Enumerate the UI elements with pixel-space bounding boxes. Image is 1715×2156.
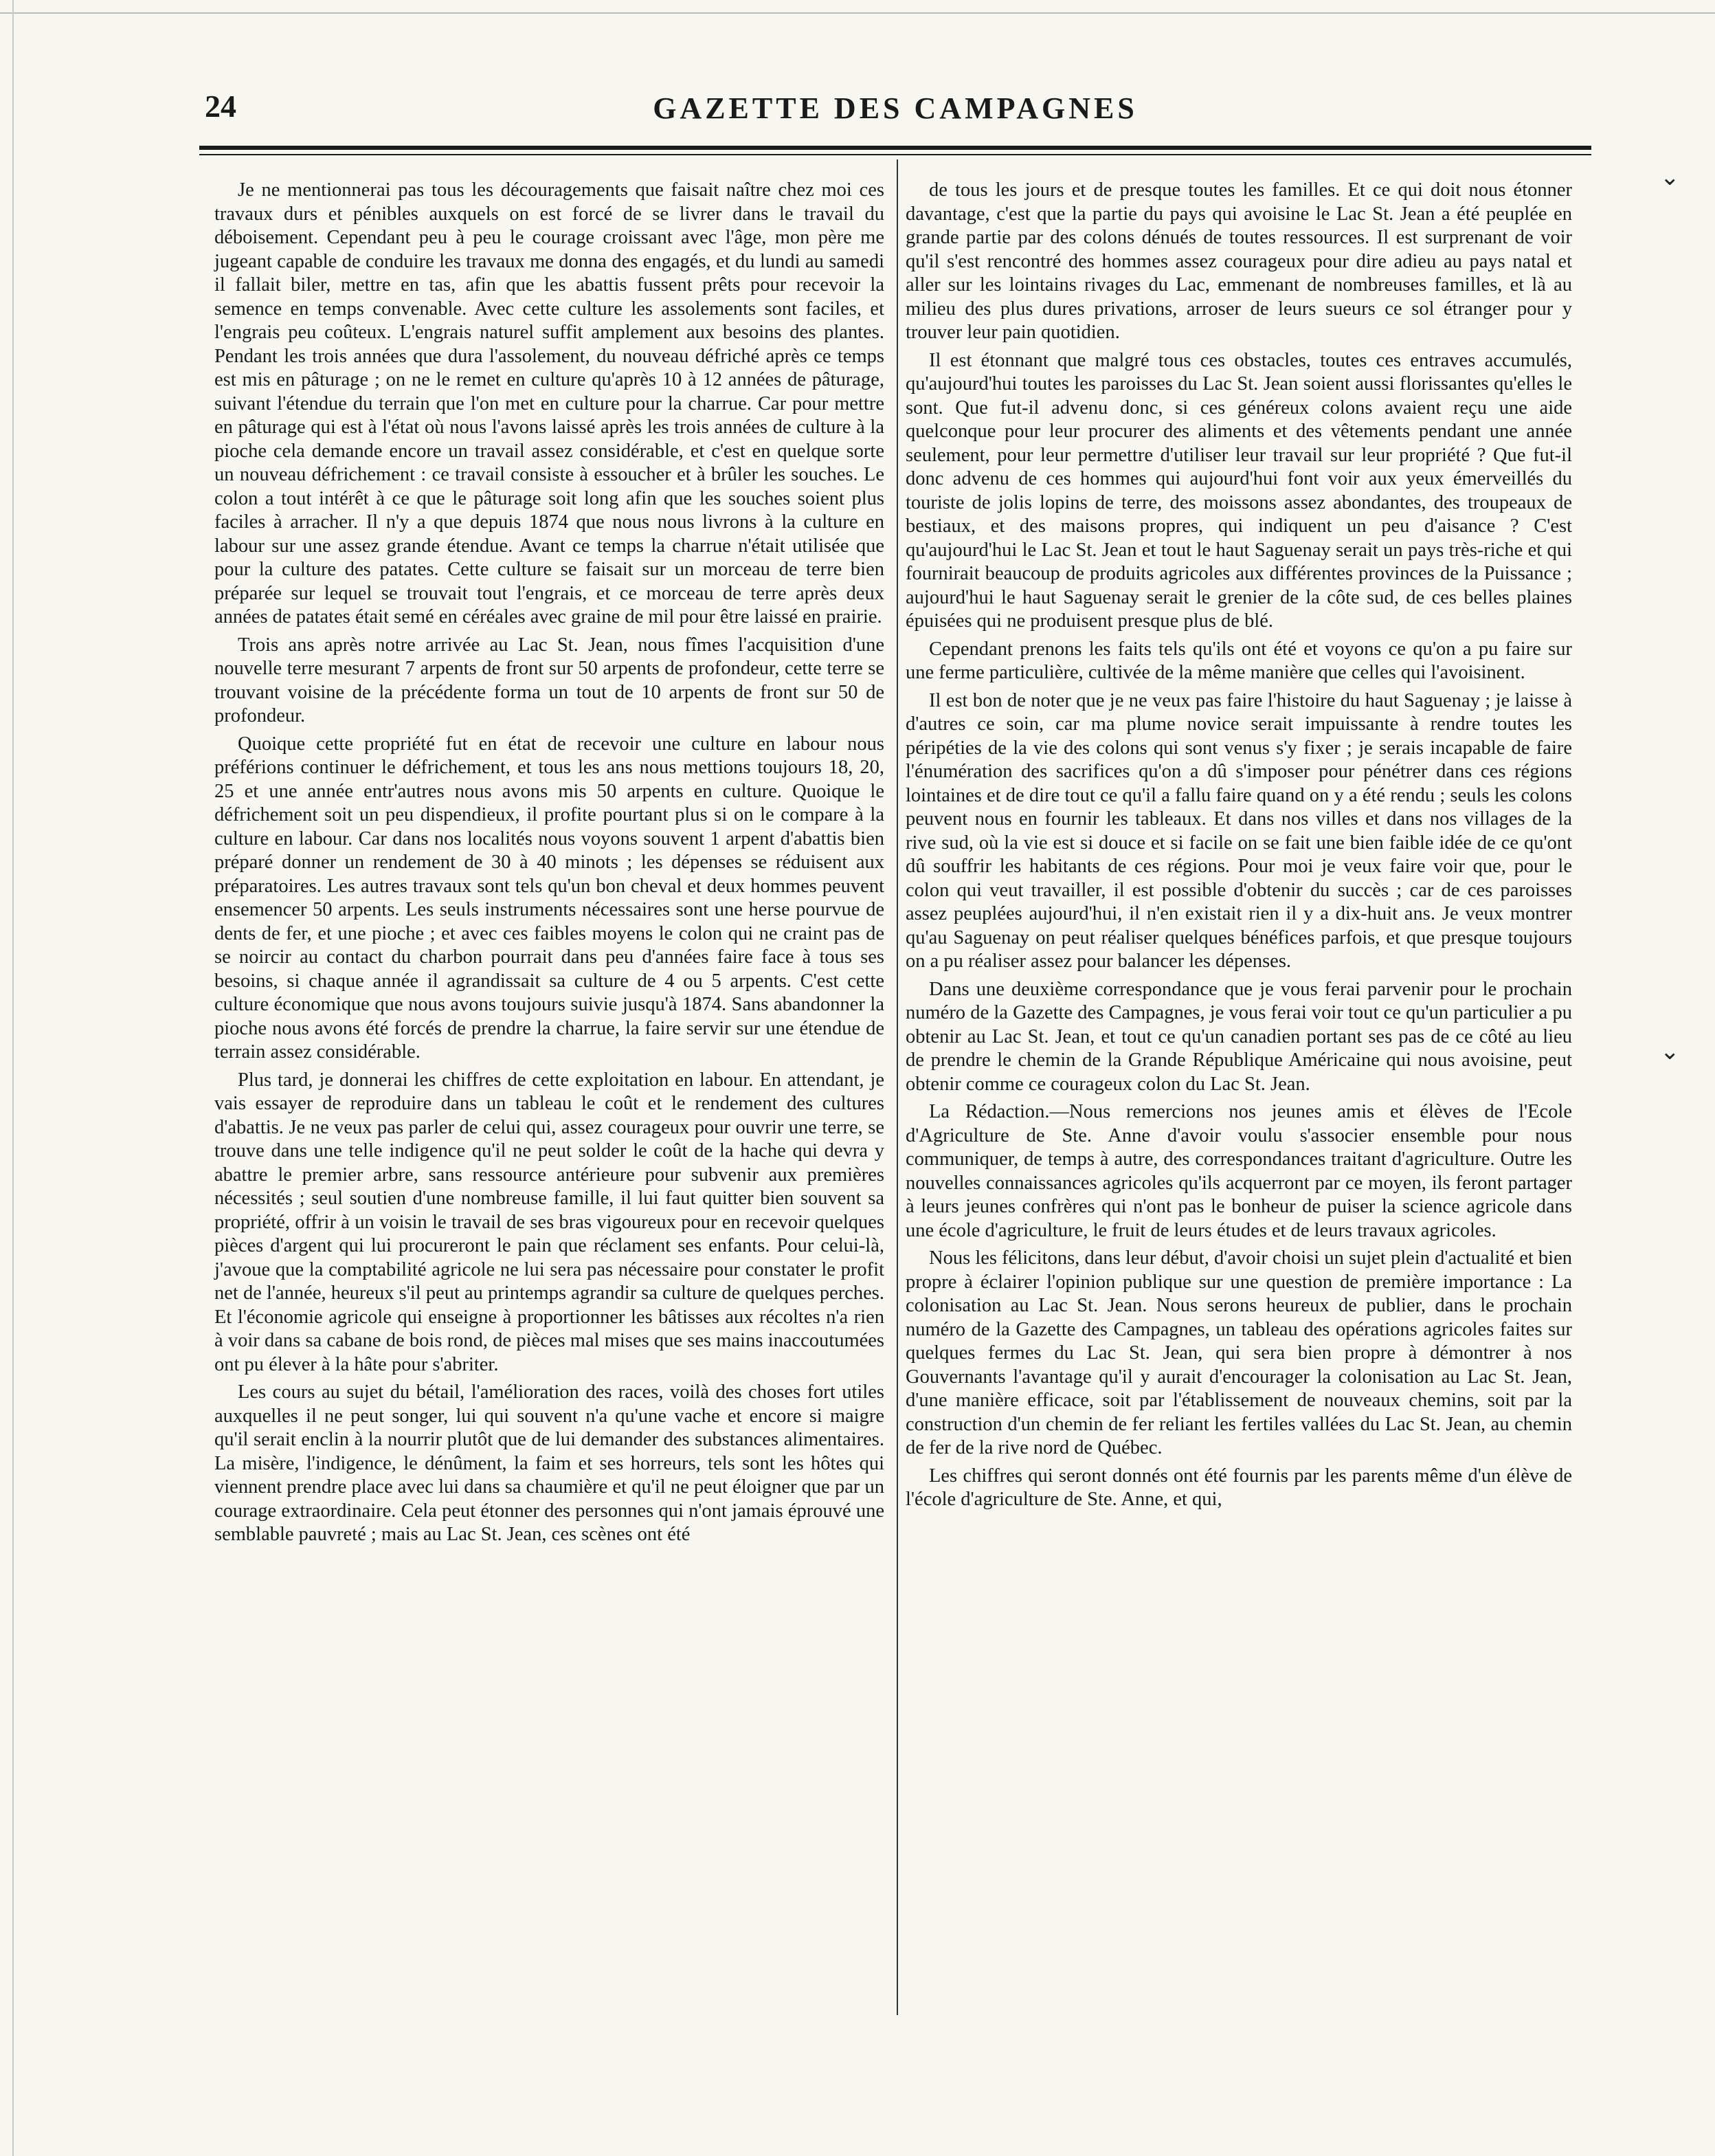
paragraph: Les chiffres qui seront donnés ont été fournis par les parents même d'un élève de l'école d'agriculture de Ste. Anne, et qui,	[906, 1465, 1572, 1510]
header-rule-thick	[199, 146, 1591, 150]
paragraph: Il est étonnant que malgré tous ces obstacles, toutes ces entraves accumulés, qu'aujourd'hui toutes les paroisses du Lac St. Jean soient aussi florissantes qu'elles le sont. Que fut-il advenu donc, si ces généreux colons avaient reçu une aide quelconque pour leur procurer des aliments et des vêtements pendant une année seulement, pour leur permettre d'utiliser leur travail sur leur propriété ? Que fut-il donc advenu de ces hommes qui aujourd'hui font voir aux yeux émerveillés du touriste de jolis lopins de terre, des moissons assez abondantes, des troupeaux de bestiaux, et des maisons propres, qui indiquent un peu d'aisance ? C'est qu'aujourd'hui le Lac St. Jean et tout le haut Saguenay serait un pays très-riche et qui fournirait beaucoup de produits agricoles aux différentes provinces de la Puissance ; aujourd'hui le haut Saguenay serait le grenier de la côte sud, de ces belles plaines épuisées qui ne produisent presque plus de blé.	[906, 349, 1572, 632]
scan-edge-left	[12, 0, 14, 2156]
left-column	[214, 179, 884, 1551]
paragraph: Nous les félicitons, dans leur début, d'avoir choisi un sujet plein d'actualité et bien propre à éclairer l'opinion publique sur une question de première importance : La colonisation au Lac St. Jean. Nous serons heureux de publier, dans le prochain numéro de la Gazette des Campagnes, un tableau des opérations agricoles faites sur quelques fermes du Lac St. Jean, qui sera bien propre à démontrer à nos Gouvernants l'avantage qu'il y aurait d'encourager la colonisation au Lac St. Jean, d'une manière efficace, soit par l'établissement de nouveaux chemins, soit par la construction d'un chemin de fer reliant les fertiles vallées du Lac St. Jean, au chemin de fer de la rive nord de Québec.	[906, 1247, 1572, 1458]
page-number: 24	[205, 89, 236, 124]
publication-title: GAZETTE DES CAMPAGNES	[653, 91, 1138, 125]
paragraph: Les cours au sujet du bétail, l'amélioration des races, voilà des choses fort utiles auxquelles il ne peut songer, lui qui souvent n'a qu'une vache et encore si maigre qu'il serait enclin à la nourrir plutôt que de lui demander des substances alimentaires. La misère, l'indigence, le dénûment, la faim et ses horreurs, tels sont les hôtes qui viennent prendre place avec lui dans sa chaumière et qu'il ne peut éloigner que par un courage extraordinaire. Cela peut étonner des personnes qui n'ont jamais éprouvé une semblable pauvreté ; mais au Lac St. Jean, ces scènes ont été	[214, 1381, 884, 1545]
paragraph: Je ne mentionnerai pas tous les découragements que faisait naître chez moi ces travaux durs et pénibles auxquels on est forcé de se livrer dans le travail du déboisement. Cependant peu à peu le courage croissant avec l'âge, mon père me jugeant capable de conduire les travaux me donna des engagés, et du lundi au samedi il fallait biler, mettre en tas, afin que les abattis fussent prêts pour recevoir la semence en temps convenable. Avec cette culture les assolements sont faciles, et l'engrais peu coûteux. L'engrais naturel suffit amplement aux besoins des plantes. Pendant les trois années que dura l'assolement, du nouveau défriché après ce temps est mis en pâturage ; on ne le remet en culture qu'après 10 à 12 années de pâturage, suivant l'étendue du terrain que l'on met en culture pour la charrue. Car pour mettre en pâturage qui est à l'état où nous l'avons laissé après les trois années de culture à la pioche cela demande encore un travail assez considérable, et c'est en quelque sorte un nouveau défrichement : ce travail consiste à essoucher et à brûler les souches. Le colon a tout intérêt à ce que le pâturage soit long afin que les souches soient plus faciles à arracher. Il n'y a que depuis 1874 que nous nous livrons à la culture en labour sur une assez grande étendue. Avant ce temps la charrue n'était utilisée que pour la culture des patates. Cette culture se faisait sur un morceau de terre bien préparée sur lequel se trouvait tout l'engrais, et ce morceau de terre après deux années de patates était semé en céréales avec graine de mil pour être laissé en prairie.	[214, 179, 884, 627]
paragraph: Plus tard, je donnerai les chiffres de cette exploitation en labour. En attendant, je vais essayer de reproduire dans un tableau le coût et le rendement des cultures d'abattis. Je ne veux pas parler de celui qui, assez courageux pour ouvrir une terre, se trouve dans une telle indigence qu'il ne peut solder le coût de la hache qui devra y abattre le premier arbre, sans ressource antérieure pour subvenir aux premières nécessités ; seul soutien d'une nombreuse famille, il lui faut quitter bien souvent sa propriété, offrir à un voisin le travail de ses bras vigoureux pour en recevoir quelques pièces d'argent qui lui procureront le pain que réclament ses enfants. Pour celui-là, j'avoue que la comptabilité agricole ne lui sera pas nécessaire pour constater le profit net de l'année, heureux s'il peut au printemps agrandir sa culture de quelques perches. Et l'économie agricole qui enseigne à proportionner les bâtisses aux récoltes n'a rien à voir dans sa cabane de bois rond, de pièces mal mises que ses mains inaccoutumées ont pu élever à la hâte pour s'abriter.	[214, 1069, 884, 1375]
paragraph: La Rédaction.—Nous remercions nos jeunes amis et élèves de l'Ecole d'Agriculture de Ste. Anne d'avoir voulu s'associer ensemble pour nous communiquer, de temps à autre, des correspondances traitant d'agriculture. Outre les nouvelles connaissances agricoles qu'ils acquerront par ce moyen, ils feront partager à leurs jeunes confrères qui n'ont pas le bonheur de puiser la science agricole dans une école d'agriculture, le fruit de leurs études et de leurs travaux agricoles.	[906, 1101, 1572, 1241]
paragraph: Il est bon de noter que je ne veux pas faire l'histoire du haut Saguenay ; je laisse à d'autres ce soin, car ma plume novice serait impuissante à rendre toutes les péripéties de la vie des colons qui sont venus s'y fixer ; je serais incapable de faire l'énumération des sacrifices qu'on a dû s'imposer pour pénétrer dans ces régions lointaines et de dire tout ce qu'il a fallu faire quand on y a été rendu ; seuls les colons peuvent nous en fournir les tableaux. Et dans nos villes et dans nos villages de la rive sud, où la vie est si douce et si facile on se fait une bien faible idée de ce qu'ont dû souffrir les habitants de ces régions. Pour moi je veux faire voir que, pour le colon qui veut travailler, il est possible d'obtenir du succès ; car de ces paroisses assez peuplées aujourd'hui, il n'en existait rien il y a dix-huit ans. Je veux montrer qu'au Saguenay on peut réaliser quelques bénéfices parfois, et que presque toujours on a pu réaliser assez pour balancer les dépenses.	[906, 689, 1572, 972]
right-column	[906, 179, 1572, 1516]
scan-edge-top	[0, 12, 1715, 14]
paragraph: Quoique cette propriété fut en état de recevoir une culture en labour nous préférions continuer le défrichement, et tous les ans nous mettions toujours 18, 20, 25 et une année entr'autres nous avons mis 50 arpents en culture. Quoique le défrichement soit un peu dispendieux, il profite pourtant plus si on le compare à la culture en labour. Car dans nos localités nous voyons souvent 1 arpent d'abattis bien préparé donner un rendement de 30 à 40 minots ; les dépenses se réduisent aux préparatoires. Les autres travaux sont tels qu'un bon cheval et deux hommes peuvent ensemencer 50 arpents. Les seuls instruments nécessaires sont une herse pourvue de dents de fer, et une pioche ; et avec ces faibles moyens le colon qui ne craint pas de se noircir au contact du charbon pourrait dans peu d'années faire face à tous ses besoins, si chaque année il agrandissait sa culture de 4 ou 5 arpents. C'est cette culture économique que nous avons toujours suivie jusqu'à 1874. Sans abandonner la pioche nous avons été forcés de prendre la charrue, la faire servir sur une étendue de terrain assez considérable.	[214, 733, 884, 1063]
header-rule-thin	[199, 154, 1591, 155]
margin-mark-icon: ⌄	[1660, 1039, 1680, 1065]
column-divider	[897, 159, 898, 2015]
paragraph: Trois ans après notre arrivée au Lac St. Jean, nous fîmes l'acquisition d'une nouvelle terre mesurant 7 arpents de front sur 50 arpents de profondeur, cette terre se trouvant voisine de la précédente forma un tout de 10 arpents de front sur 50 de profondeur.	[214, 634, 884, 726]
page-header	[199, 82, 1591, 137]
margin-mark-icon: ⌄	[1660, 165, 1680, 190]
paragraph: de tous les jours et de presque toutes les familles. Et ce qui doit nous étonner davantage, c'est que la partie du pays qui avoisine le Lac St. Jean a été peuplée en grande partie par des colons dénués de toutes ressources. Il est surprenant de voir qu'il s'est rencontré des hommes assez courageux pour dire adieu au pays natal et aller sur les lointains rivages du Lac, emmenant de nombreuses familles, et là au milieu des plus dures privations, arroser de leurs sueurs ce sol étranger pour y trouver leur pain quotidien.	[906, 179, 1572, 343]
paragraph: Dans une deuxième correspondance que je vous ferai parvenir pour le prochain numéro de la Gazette des Campagnes, je vous ferai voir tout ce qu'un particulier a pu obtenir au Lac St. Jean, et tout ce qu'un canadien portant ses pas de ce côté au lieu de prendre le chemin de la Grande République Américaine qui nous avoisine, peut obtenir comme ce courageux colon du Lac St. Jean.	[906, 978, 1572, 1095]
paragraph: Cependant prenons les faits tels qu'ils ont été et voyons ce qu'on a pu faire sur une ferme particulière, cultivée de la même manière que celles qui l'avoisinent.	[906, 638, 1572, 683]
